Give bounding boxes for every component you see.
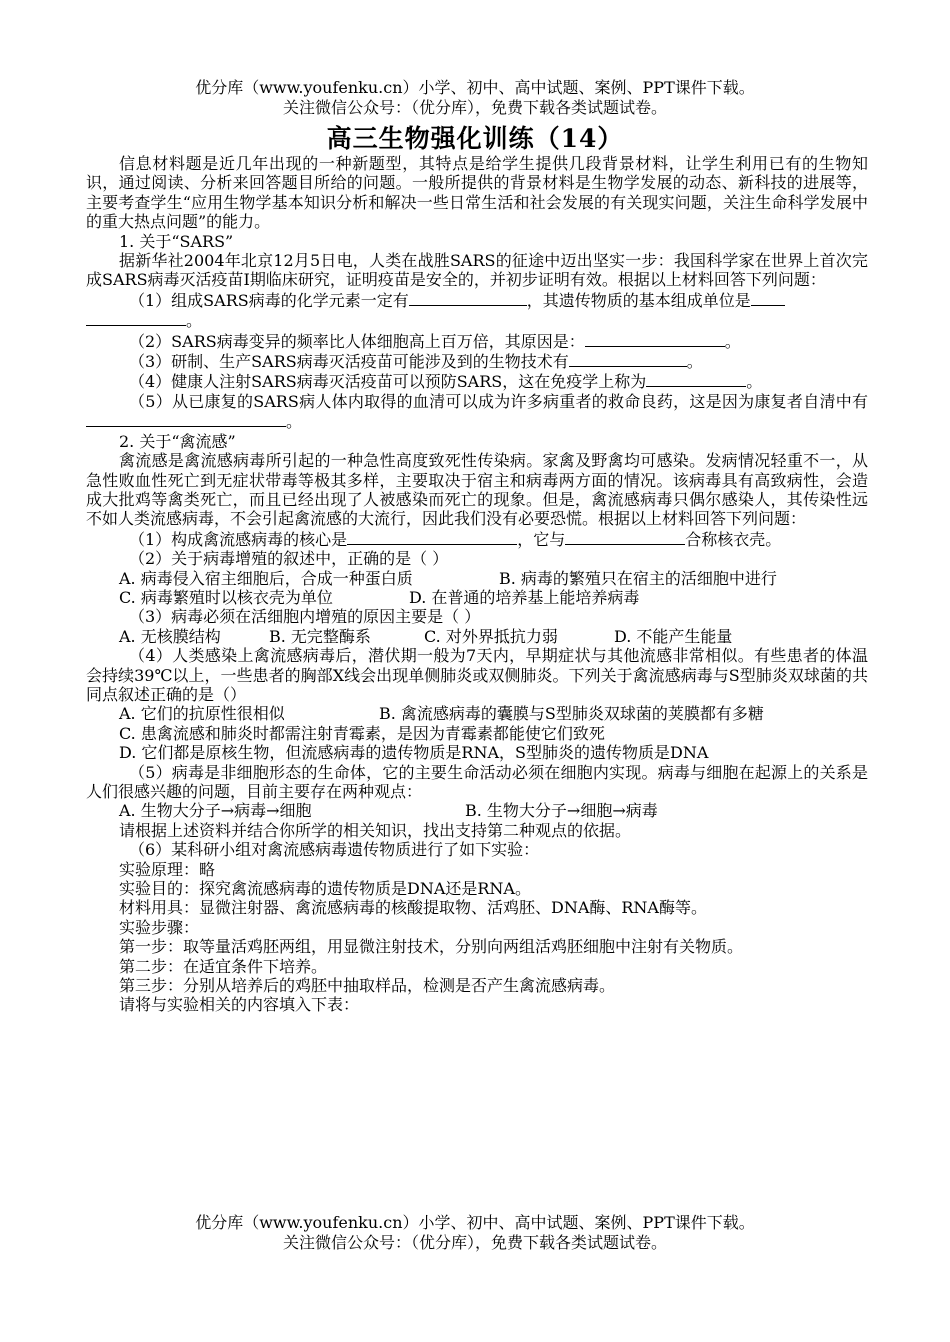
- s1-q5-end: 。: [286, 412, 303, 432]
- section1-heading: 1. 关于“SARS”: [119, 231, 234, 251]
- s1-q1-text-b: ，其遗传物质的基本组成单位是: [526, 290, 751, 310]
- option-d: D. 在普通的培养基上能培养病毒: [409, 587, 640, 607]
- answer-blank[interactable]: [409, 290, 527, 306]
- s2-q3-options: [86, 627, 868, 646]
- s2-question-2: （2）关于病毒增殖的叙述中，正确的是（ ）: [129, 549, 449, 569]
- option-a: A. 病毒侵入宿主细胞后，合成一种蛋白质: [119, 568, 413, 588]
- experiment-steps-heading: 实验步骤：: [119, 917, 200, 937]
- s1-q2-text: （2）SARS病毒变异的频率比人体细胞高上百万倍，其原因是：: [129, 331, 585, 351]
- s1-q1-text-a: （1）组成SARS病毒的化学元素一定有: [129, 290, 409, 310]
- s2-q2-options-row2: [86, 588, 868, 607]
- s1-q3-text: （3）研制、生产SARS病毒灭活疫苗可能涉及到的生物技术有: [129, 352, 569, 372]
- s1-question-1: [86, 290, 868, 310]
- s1-q4-text: （4）健康人注射SARS病毒灭活疫苗可以预防SARS，这在免疫学上称为: [129, 372, 647, 392]
- s2-q1-text-c: 合称核衣壳。: [685, 529, 782, 549]
- header-line-2: 关注微信公众号：（优分库），免费下载各类试题试卷。: [282, 98, 667, 117]
- s1-q5-text: （5）从已康复的SARS病人体内取得的血清可以成为许多病重者的救命良药，这是因为康复者自清中有: [129, 391, 868, 411]
- s1-question-3: [86, 351, 868, 371]
- section1-passage: 据新华社2004年北京12月5日电，人类在战胜SARS的征途中迈出坚实一步：我国科学家在世界上首次完成SARS病毒灭活疫苗I期临床研究，证明疫苗是安全的，并初步证明有效。根据以上材料回答下列问题：: [86, 251, 868, 290]
- answer-blank[interactable]: [751, 290, 785, 306]
- s1-question-4: [86, 371, 868, 391]
- answer-blank[interactable]: [646, 371, 746, 387]
- option-a: A. 生物大分子→病毒→细胞: [119, 801, 312, 821]
- s2-question-5: （5）病毒是非细胞形态的生命体，它的主要生命活动必须在细胞内实现。病毒与细胞在起源上的关系是人们很感兴趣的问题，目前主要存在两种观点：: [86, 762, 868, 801]
- s2-question-1: [86, 529, 868, 549]
- option-b: B. 病毒的繁殖只在宿主的活细胞中进行: [499, 568, 777, 588]
- option-c: C. 对外界抵抗力弱: [424, 626, 558, 646]
- option-b: B. 无完整酶系: [269, 626, 371, 646]
- s2-question-6: （6）某科研小组对禽流感病毒遗传物质进行了如下实验：: [129, 840, 540, 860]
- s2-q5-options: [86, 801, 868, 820]
- s1-q2-end: 。: [724, 331, 741, 351]
- option-c: C. 病毒繁殖时以核衣壳为单位: [119, 587, 333, 607]
- option-a: A. 无核膜结构: [119, 626, 221, 646]
- experiment-step-2: 第二步：在适宜条件下培养。: [119, 956, 328, 976]
- experiment-step-1: 第一步：取等量活鸡胚两组，用显微注射技术，分别向两组活鸡胚细胞中注射有关物质。: [119, 937, 744, 957]
- document-body: [86, 154, 868, 1015]
- s2-q4-options-row1: [86, 704, 868, 723]
- s1-q3-end: 。: [686, 352, 703, 372]
- s2-question-3: （3）病毒必须在活细胞内增殖的原因主要是（ ）: [129, 607, 481, 627]
- answer-blank[interactable]: [565, 529, 685, 545]
- option-b: B. 禽流感病毒的囊膜与S型肺炎双球菌的荚膜都有多糖: [379, 704, 764, 724]
- section2-heading: 2. 关于“禽流感”: [119, 431, 236, 451]
- experiment-principle: 实验原理：略: [119, 859, 216, 879]
- section2-passage: 禽流感是禽流感病毒所引起的一种急性高度致死性传染病。家禽及野禽均可感染。发病情况轻重不一，从急性败血性死亡到无症状带毒等极其多样，主要取决于宿主和病毒两方面的情况。该病毒具有高致病性，会造成大批鸡等禽类死亡，而且已经出现了人被感染而死亡的现象。但是，禽流感病毒只偶尔感染人，其传染性远不如人类流感病毒，不会引起禽流感的大流行，因此我们没有必要恐慌。根据以上材料回答下列问题：: [86, 451, 868, 529]
- table-instruction: 请将与实验相关的内容填入下表：: [119, 995, 360, 1015]
- option-d: D. 它们都是原核生物，但流感病毒的遗传物质是RNA，S型肺炎的遗传物质是DNA: [119, 743, 709, 763]
- option-d: D. 不能产生能量: [614, 626, 733, 646]
- s2-question-4: （4）人类感染上禽流感病毒后，潜伏期一般为7天内，早期症状与其他流感非常相似。有些患者的体温会持续39℃以上，一些患者的胸部X线会出现单侧肺炎或双侧肺炎。下列关于禽流感病毒与S型肺炎双球菌的共同点叙述正确的是（）: [86, 646, 868, 704]
- s2-q1-text-a: （1）构成禽流感病毒的核心是: [129, 529, 348, 549]
- answer-blank[interactable]: [86, 310, 186, 326]
- footer-line-2: 关注微信公众号：（优分库），免费下载各类试题试卷。: [282, 1233, 667, 1252]
- s2-q2-options-row1: [86, 569, 868, 588]
- option-b: B. 生物大分子→细胞→病毒: [465, 801, 658, 821]
- intro-paragraph: 信息材料题是近几年出现的一种新题型，其特点是给学生提供几段背景材料，让学生利用已有的生物知识，通过阅读、分析来回答题目所给的问题。一般所提供的背景材料是生物学发展的动态、新科技的进展等，主要考查学生“应用生物学基本知识分析和解决一些日常生活和社会发展的有关现实问题，关注生命科学发展中的重大热点问题”的能力。: [86, 154, 868, 232]
- answer-blank[interactable]: [569, 351, 687, 367]
- option-c: C. 患禽流感和肺炎时都需注射青霉素，是因为青霉素都能使它们致死: [119, 723, 605, 743]
- s1-q1-text-c: 。: [186, 311, 203, 331]
- answer-blank[interactable]: [86, 411, 286, 427]
- answer-blank[interactable]: [585, 331, 725, 347]
- s1-question-2: [86, 331, 868, 351]
- experiment-step-3: 第三步：分别从培养后的鸡胚中抽取样品，检测是否产生禽流感病毒。: [119, 976, 616, 996]
- s1-question-5: [86, 392, 868, 432]
- experiment-purpose: 实验目的：探究禽流感病毒的遗传物质是DNA还是RNA。: [119, 879, 531, 899]
- option-a: A. 它们的抗原性很相似: [119, 704, 285, 724]
- s2-q5-ask: 请根据上述资料并结合你所学的相关知识，找出支持第二种观点的依据。: [119, 820, 632, 840]
- s1-q4-end: 。: [746, 372, 763, 392]
- header-line-1: 优分库（www.youfenku.cn）小学、初中、高中试题、案例、PPT课件下载。: [195, 78, 755, 97]
- experiment-materials: 材料用具：显微注射器、禽流感病毒的核酸提取物、活鸡胚、DNA酶、RNA酶等。: [119, 898, 707, 918]
- s2-q1-text-b: ，它与: [517, 529, 566, 549]
- answer-blank[interactable]: [347, 529, 517, 545]
- page-title: 高三生物强化训练（14）: [326, 124, 624, 153]
- s1-question-1-cont: [86, 310, 868, 330]
- footer-line-1: 优分库（www.youfenku.cn）小学、初中、高中试题、案例、PPT课件下载。: [195, 1213, 755, 1232]
